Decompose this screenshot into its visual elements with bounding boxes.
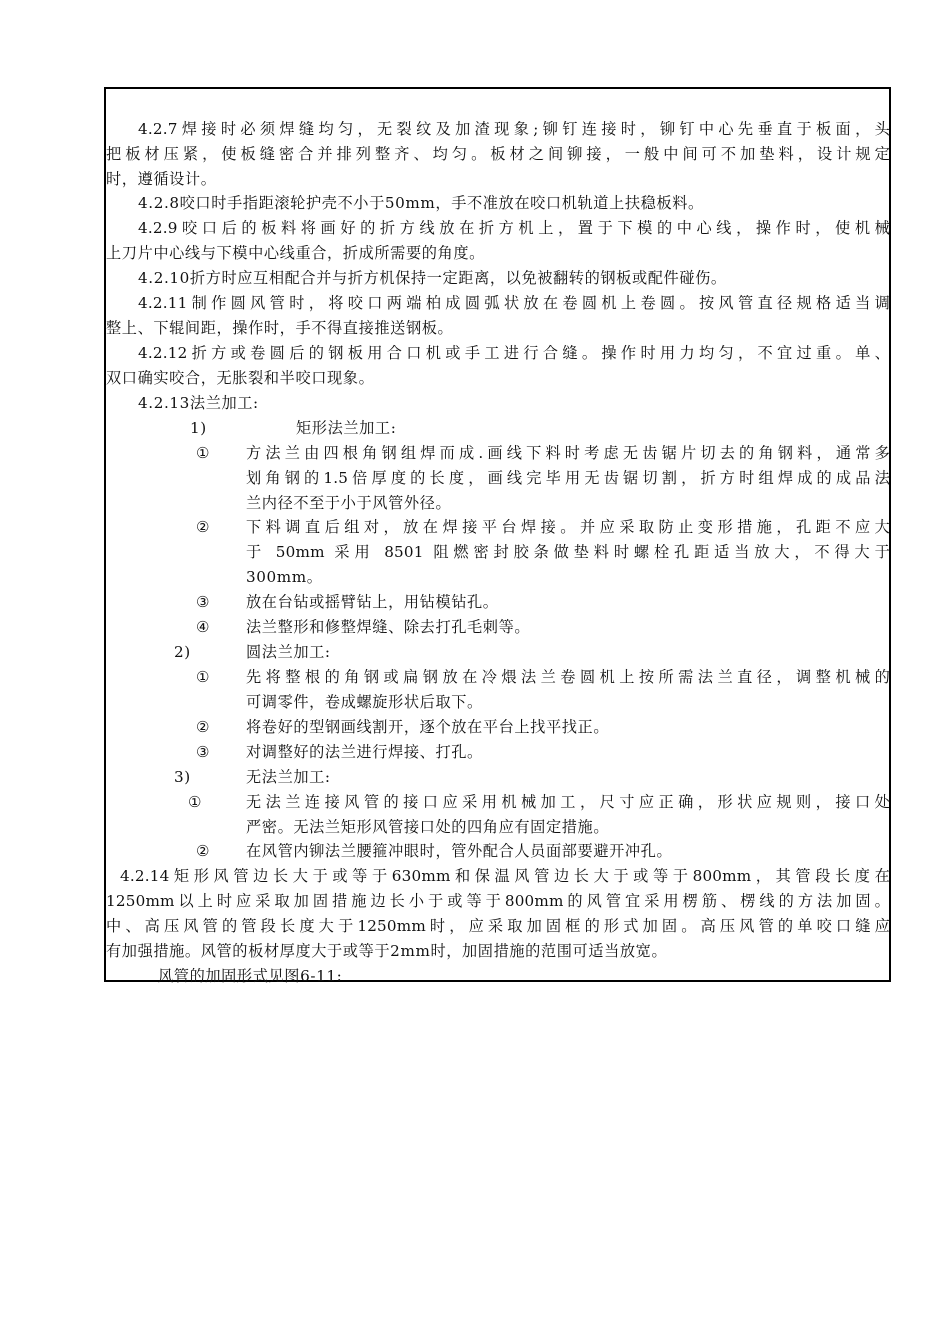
para-4-2-14-line-1: 4.2.14矩形风管边长大于或等于630mm和保温风管边长大于或等于800mm，其管段长度在 (120, 867, 890, 885)
rect-item-4-text: 法兰整形和修整焊缝、除去打孔毛刺等。 (246, 618, 531, 636)
round-item-1-line-2: 可调零件，卷成螺旋形状后取下。 (246, 693, 483, 711)
para-4-2-8: 4.2.8咬口时手指距滚轮护壳不小于50mm，手不准放在咬口机轨道上扶稳板料。 (138, 194, 704, 212)
document-frame (104, 87, 891, 985)
para-4-2-14-line-4: 有加强措施。风管的板材厚度大于或等于2mm时，加固措施的范围可适当放宽。 (106, 942, 668, 960)
rect-item-4-mark: ④ (196, 618, 211, 636)
para-4-2-14-line-2: 1250mm以上时应采取加固措施边长小于或等于800mm的风管宜采用楞筋、楞线的方法加固。 (106, 892, 890, 910)
rect-item-2-line-1: 下料调直后组对，放在焊接平台焊接。并应采取防止变形措施，孔距不应大 (246, 518, 890, 536)
para-4-2-11-line-1: 4.2.11制作圆风管时，将咬口两端柏成圆弧状放在卷圆机上卷圆。按风管直径规格适当调 (138, 294, 890, 312)
para-4-2-10: 4.2.10折方时应互相配合并与折方机保持一定距离，以免被翻转的钢板或配件碰伤。 (138, 269, 727, 287)
para-4-2-11-line-2: 整上、下辊间距，操作时，手不得直接推送钢板。 (106, 319, 454, 337)
para-4-2-12-line-1: 4.2.12折方或卷圆后的钢板用合口机或手工进行合缝。操作时用力均匀，不宜过重。单、 (138, 344, 890, 362)
round-item-2-text: 将卷好的型钢画线割开，逐个放在平台上找平找正。 (246, 718, 610, 736)
rect-item-2-line-2: 于 50mm 采用 8501 阻燃密封胶条做垫料时螺栓孔距适当放大，不得大于 (246, 543, 890, 561)
rect-item-3-text: 放在台钻或摇臂钻上，用钻模钻孔。 (246, 593, 499, 611)
para-4-2-9-line-2: 上刀片中心线与下模中心线重合，折成所需要的角度。 (106, 244, 485, 262)
para-4-2-7-line-1: 4.2.7焊接时必须焊缝均匀，无裂纹及加渣现象;铆钉连接时，铆钉中心先垂直于板面，头 (138, 120, 890, 138)
rect-item-1-line-3: 兰内径不至于小于风管外径。 (246, 494, 452, 512)
rect-flange-title: 矩形法兰加工: (296, 419, 397, 437)
round-item-2-mark: ② (196, 718, 211, 736)
round-item-1-mark: ① (196, 668, 211, 686)
rect-flange-number: 1) (190, 419, 207, 437)
rect-item-1-line-1: 方法兰由四根角钢组焊而成.画线下料时考虑无齿锯片切去的角钢料，通常多 (246, 444, 890, 462)
para-4-2-7-line-3: 时，遵循设计。 (106, 170, 217, 188)
figure-reference-caption: 风管的加固形式见图6-11: (158, 967, 343, 985)
round-flange-title: 圆法兰加工: (246, 643, 331, 661)
round-item-3-text: 对调整好的法兰进行焊接、打孔。 (246, 743, 483, 761)
rect-item-2-mark: ② (196, 518, 211, 536)
no-flange-title: 无法兰加工: (246, 768, 331, 786)
rect-item-3-mark: ③ (196, 593, 211, 611)
rect-item-1-mark: ① (196, 444, 211, 462)
rect-item-1-line-2: 划角钢的1.5倍厚度的长度，画线完毕用无齿锯切割，折方时组焊成的成品法 (246, 469, 890, 487)
para-4-2-12-line-2: 双口确实咬合，无胀裂和半咬口现象。 (106, 369, 375, 387)
para-4-2-13-heading: 4.2.13法兰加工: (138, 394, 259, 412)
round-flange-number: 2) (174, 643, 191, 661)
para-4-2-9-line-1: 4.2.9咬口后的板料将画好的折方线放在折方机上，置于下模的中心线，操作时，使机械 (138, 219, 890, 237)
no-flange-item-1-mark: ① (188, 793, 203, 811)
round-item-1-line-1: 先将整根的角钢或扁钢放在冷煨法兰卷圆机上按所需法兰直径，调整机械的 (246, 668, 890, 686)
para-4-2-14-line-3: 中、高压风管的管段长度大于1250mm时，应采取加固框的形式加固。高压风管的单咬口缝应 (106, 917, 890, 935)
rect-item-2-line-3: 300mm。 (246, 568, 323, 586)
no-flange-item-1-line-2: 严密。无法兰矩形风管接口处的四角应有固定措施。 (246, 818, 610, 836)
no-flange-number: 3) (174, 768, 191, 786)
no-flange-item-1-line-1: 无法兰连接风管的接口应采用机械加工，尺寸应正确，形状应规则，接口处 (246, 793, 890, 811)
round-item-3-mark: ③ (196, 743, 211, 761)
para-4-2-7-line-2: 把板材压紧，使板缝密合并排列整齐、均匀。板材之间铆接，一般中间可不加垫料，设计规定 (106, 145, 890, 163)
no-flange-item-2-mark: ② (196, 842, 211, 860)
no-flange-item-2-text: 在风管内铆法兰腰箍冲眼时，管外配合人员面部要避开冲孔。 (246, 842, 673, 860)
